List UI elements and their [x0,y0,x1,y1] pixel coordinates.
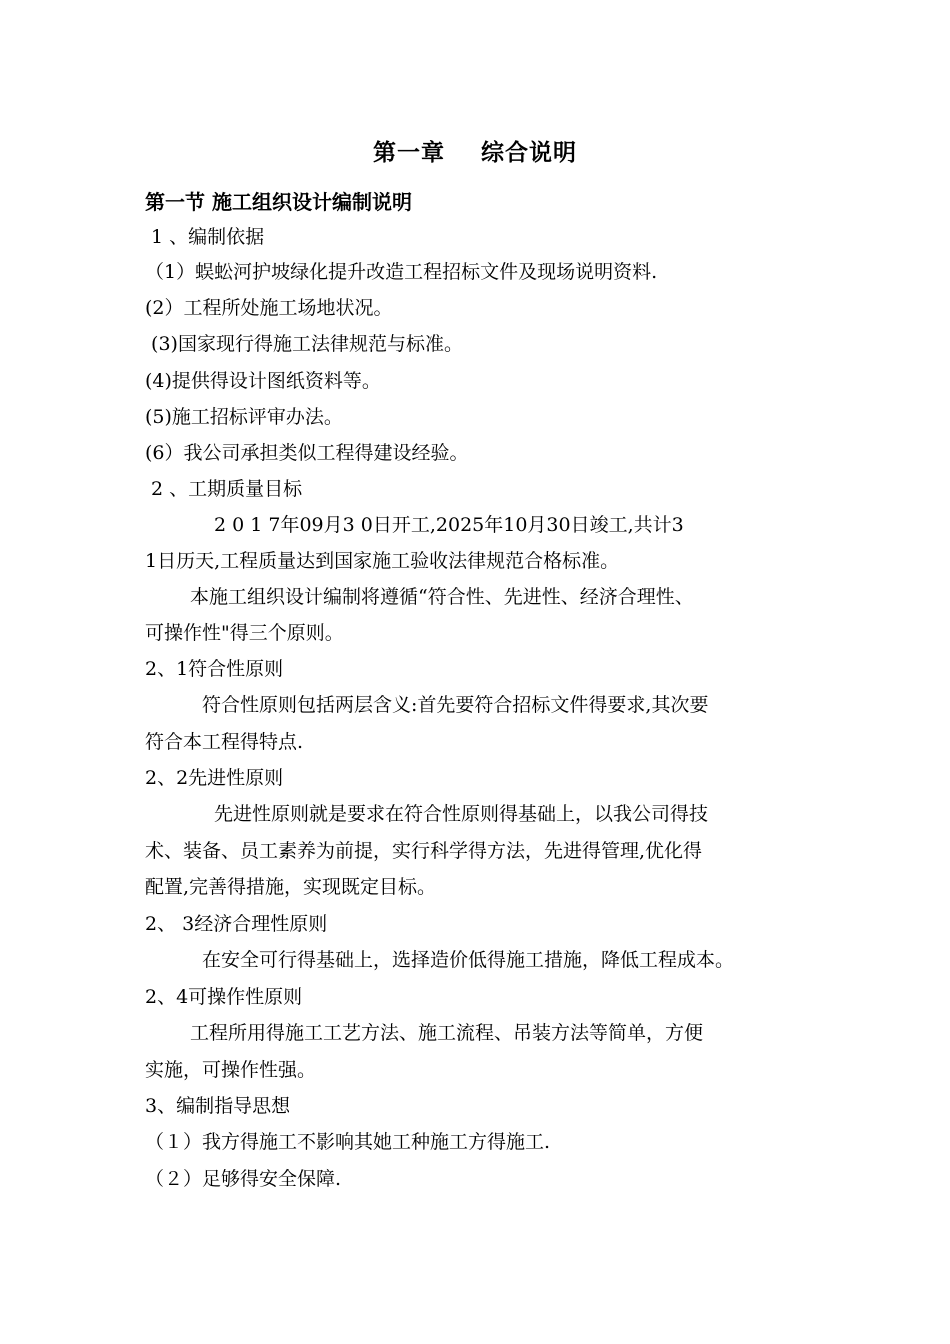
heading-guiding-ideology: 3、编制指导思想 [145,1095,291,1117]
paragraph-schedule-line-1: 2 0 1 7年09月3 0日开工,2025年10月30日竣工,共计3 [214,514,684,536]
heading-economic-principle: 2、 3经济合理性原则 [145,913,328,935]
heading-schedule-quality: 2 、工期质量目标 [145,478,303,500]
paragraph-operability-line-2: 实施，可操作性强。 [145,1059,317,1081]
paragraph-conformity-line-1: 符合性原则包括两层含义:首先要符合招标文件得要求,其次要 [202,694,709,716]
heading-conformity-principle: 2、1符合性原则 [145,658,284,680]
paragraph-schedule-line-2: 1日历天,工程质量达到国家施工验收法律规范合格标准。 [145,550,620,572]
paragraph-principles-line-1: 本施工组织设计编制将遵循“符合性、先进性、经济合理性、 [190,586,694,608]
list-item-guiding-1: （１）我方得施工不影响其她工种施工方得施工. [145,1131,551,1153]
paragraph-advanced-line-3: 配置,完善得措施，实现既定目标。 [145,876,437,898]
list-item-basis-6: (6）我公司承担类似工程得建设经验。 [145,442,469,464]
paragraph-advanced-line-1: 先进性原则就是要求在符合性原则得基础上，以我公司得技 [214,803,709,825]
list-item-basis-5: (5)施工招标评审办法。 [145,406,343,428]
list-item-basis-3: (3)国家现行得施工法律规范与标准。 [145,333,463,355]
heading-advanced-principle: 2、2先进性原则 [145,767,284,789]
paragraph-economic-line-1: 在安全可行得基础上，选择造价低得施工措施，降低工程成本。 [202,949,735,971]
list-item-guiding-2: （２）足够得安全保障. [145,1168,342,1190]
section-title: 第一节 施工组织设计编制说明 [145,190,412,214]
paragraph-operability-line-1: 工程所用得施工工艺方法、施工流程、吊装方法等简单，方便 [190,1022,704,1044]
paragraph-conformity-line-2: 符合本工程得特点. [145,731,304,753]
paragraph-principles-line-2: 可操作性"得三个原则。 [145,622,344,644]
list-item-basis-1: （1）蜈蚣河护坡绿化提升改造工程招标文件及现场说明资料. [145,261,658,283]
list-item-basis-2: (2）工程所处施工场地状况。 [145,297,393,319]
heading-operability-principle: 2、4可操作性原则 [145,986,303,1008]
list-item-basis-4: (4)提供得设计图纸资料等。 [145,370,381,392]
paragraph-advanced-line-2: 术、装备、员工素养为前提，实行科学得方法，先进得管理,优化得 [145,840,703,862]
heading-compile-basis: 1 、编制依据 [145,226,265,248]
chapter-title: 第一章 综合说明 [372,139,578,166]
